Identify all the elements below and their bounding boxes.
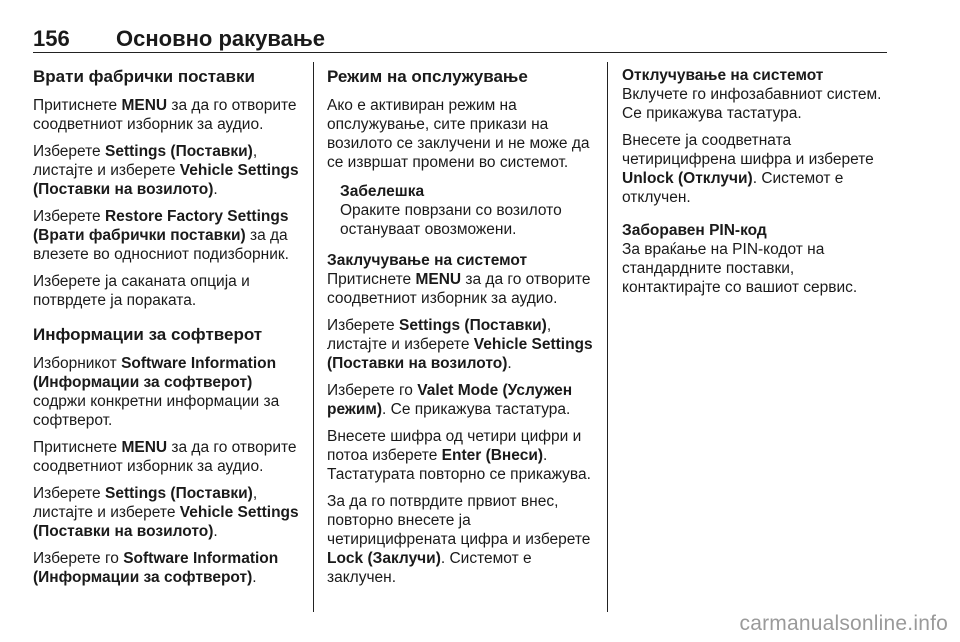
section-heading-software-info: Информации за софтверот xyxy=(33,325,263,344)
paragraph: Изберете Settings (Поставки), листајте и изберете Vehicle Settings (Поставки на возилото). xyxy=(327,317,593,372)
paragraph: Ако е активиран режим на опслужување, сите прикази на возилото се заклучени и не може да се извршат промени во системот. xyxy=(327,97,590,171)
paragraph: Изборникот Software Information (Информации за софтверот) содржи конкретни информации за софтверот. xyxy=(33,355,280,429)
column-divider-1 xyxy=(313,62,314,612)
paragraph: За да го потврдите првиот внес, повторно внесете ја четирицифрената цифра и изберете Lock (Заклучи). Системот е заклучен. xyxy=(327,493,591,586)
paragraph: Изберете Settings (Поставки), листајте и изберете Vehicle Settings (Поставки на возилото). xyxy=(33,143,299,198)
watermark: carmanualsonline.info xyxy=(739,612,948,635)
paragraph: Изберете Settings (Поставки), листајте и изберете Vehicle Settings (Поставки на возилото). xyxy=(33,485,299,540)
paragraph: Вклучете го инфозабавниот систем. Се прикажува тастатура. xyxy=(622,86,882,122)
paragraph: За враќање на PIN-кодот на стандардните поставки, контактирајте со вашиот сервис. xyxy=(622,241,858,296)
paragraph: Внесете ја соодветната четирицифрена шифра и изберете Unlock (Отклучи). Системот е отклучен. xyxy=(622,132,874,206)
paragraph: Притиснете MENU за да го отворите соодветниот изборник за аудио. xyxy=(327,271,591,307)
page-number: 156 xyxy=(33,26,70,51)
header-rule xyxy=(33,52,887,53)
paragraph: Изберете го Valet Mode (Услужен режим). Се прикажува тастатура. xyxy=(327,382,573,418)
paragraph: Изберете ја саканата опција и потврдете ја пораката. xyxy=(33,273,250,309)
column-1 xyxy=(33,66,299,595)
note-text: Ораките поврзани со возилото остануваат овозможени. xyxy=(340,202,562,238)
column-divider-2 xyxy=(607,62,608,612)
page-header xyxy=(33,26,887,52)
subheading-forgotten-pin: Заборавен PIN-код xyxy=(622,222,767,239)
paragraph: Притиснете MENU за да го отворите соодветниот изборник за аудио. xyxy=(33,97,297,133)
column-3 xyxy=(622,66,890,305)
paragraph: Притиснете MENU за да го отворите соодветниот изборник за аудио. xyxy=(33,439,297,475)
column-2 xyxy=(327,66,595,595)
section-heading-valet-mode: Режим на опслужување xyxy=(327,67,528,86)
subheading-unlock-system: Отклучување на системот xyxy=(622,67,824,84)
paragraph: Изберете го Software Information (Информации за софтверот). xyxy=(33,550,279,586)
section-heading-factory-reset: Врати фабрички поставки xyxy=(33,67,255,86)
note-title: Забелешка xyxy=(340,183,425,200)
paragraph: Внесете шифра од четири цифри и потоа изберете Enter (Внеси). Тастатурата повторно се прикажува. xyxy=(327,428,591,483)
subheading-lock-system: Заклучување на системот xyxy=(327,252,528,269)
note-box xyxy=(327,182,595,239)
paragraph: Изберете Restore Factory Settings (Врати фабрички поставки) за да влезете во односниот подизборник. xyxy=(33,208,289,263)
chapter-title: Основно ракување xyxy=(116,26,325,51)
